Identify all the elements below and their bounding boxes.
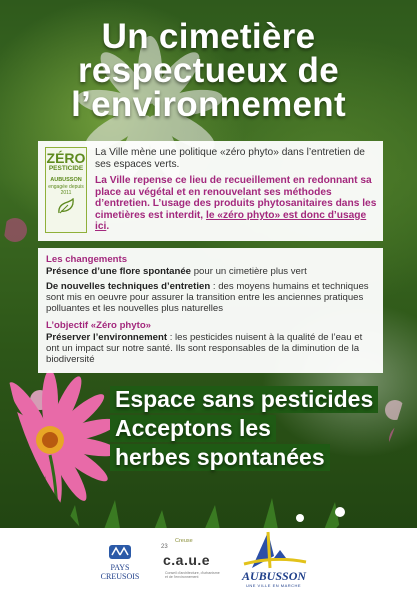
objective-text <box>46 332 376 365</box>
objective-heading: L’objectif «Zéro phyto» <box>46 320 152 331</box>
pays-creusois-mark-icon <box>109 543 131 561</box>
aubusson-name: AUBUSSON <box>242 569 307 583</box>
intro-highlight <box>95 175 379 233</box>
changes-item-1-bold: Présence d’une flore spontanée <box>46 266 192 277</box>
pays-creusois-label: PAYS CREUSOIS <box>100 563 140 581</box>
objective-body: : les pesticides nuisent à la qualité de l’eau et ont un impact sur notre santé. Ils sont responsables de la diminution de la biodiversité <box>46 332 363 365</box>
slogan-line-3: herbes spontanées <box>110 444 330 471</box>
highlight-main: La Ville repense ce lieu de recueillement en redonnant sa place au végétal et en renouvelant ses méthodes d’entretien. L’usage des produits phytosanitaires dans les cimetières est interdit, <box>95 175 377 221</box>
changes-heading: Les changements <box>46 254 128 265</box>
poster-title <box>0 17 417 124</box>
zero-pesticide-logo <box>45 147 87 233</box>
aubusson-mark-icon <box>240 528 310 570</box>
details-panel <box>38 248 383 373</box>
caue-sub: Conseil d’architecture, d’urbanisme et de l’environnement <box>165 571 220 579</box>
title-line-3: l’environnement <box>71 85 346 124</box>
aubusson-logo <box>236 528 316 588</box>
logo-town: AUBUSSON <box>50 177 82 183</box>
changes-item-2 <box>46 281 376 314</box>
highlight-underline: le «zéro phyto» est donc d’usage ici <box>95 209 367 233</box>
intro-text: La Ville mène une politique «zéro phyto» dans l’entretien de ses espaces verts. <box>95 147 365 170</box>
caue-name: c.a.u.e <box>163 552 211 568</box>
slogan <box>110 386 410 473</box>
changes-item-1-text: pour un cimetière plus vert <box>191 266 307 277</box>
caue-region: Creuse <box>175 538 193 544</box>
logo-engaged: engagée depuis 2011 <box>48 184 84 196</box>
pays-creusois-logo <box>92 543 148 581</box>
logo-zero: ZÉRO <box>46 150 86 166</box>
aubusson-sub: UNE VILLE EN MARCHE <box>246 583 302 588</box>
title-line-1: Un cimetière <box>101 17 316 56</box>
slogan-line-2: Acceptons les <box>110 415 276 442</box>
title-line-2: respectueux de <box>78 51 339 90</box>
logo-pesticide: PESTICIDE <box>48 165 84 172</box>
caue-number: 23 <box>161 544 168 550</box>
changes-item-1 <box>46 266 376 277</box>
changes-item-2-text: : des moyens humains et techniques sont mis en oeuvre pour assurer la transition entre les anciennes pratiques polluantes et les nouvelles plus naturelles <box>46 281 369 314</box>
leaf-hand-icon <box>56 198 76 216</box>
slogan-line-1: Espace sans pesticides <box>110 386 378 413</box>
intro-panel <box>38 141 383 241</box>
changes-item-2-bold: De nouvelles techniques d’entretien <box>46 281 211 292</box>
highlight-end: . <box>106 221 110 233</box>
objective-bold: Préserver l’environnement <box>46 332 168 343</box>
